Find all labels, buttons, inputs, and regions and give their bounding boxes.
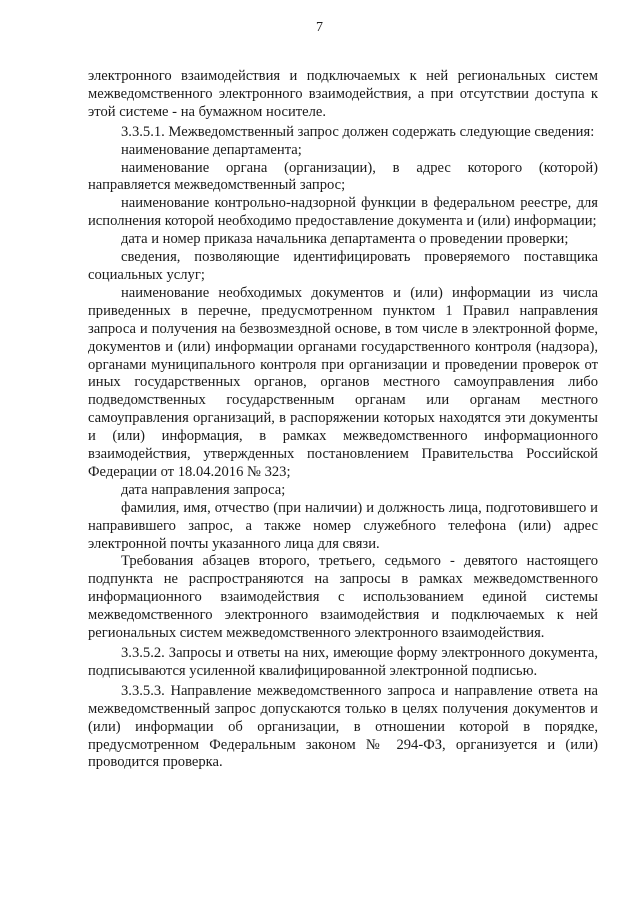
list-item-control-function: наименование контрольно-надзорной функции в федеральном реестре, для исполнения которой необходимо предоставление документа и (или) информации; (88, 195, 598, 230)
list-item-order-date: дата и номер приказа начальника департамента о проведении проверки; (121, 231, 569, 248)
list-item-provider-info: сведения, позволяющие идентифицировать проверяемого поставщика социальных услуг; (88, 249, 598, 283)
paragraph-requirements: Требования абзацев второго, третьего, седьмого - девятого настоящего подпункта не распространяются на запросы в рамках межведомственного информационного взаимодействия с использованием единой системы межведомственного электронного взаимодействия и подключаемых к ней региональных систем межведомственного электронного взаимодействия. (88, 553, 598, 642)
list-item-organ-name: наименование органа (организации), в адрес которого (которой) направляется межведомственный запрос; (88, 159, 598, 194)
list-item-documents: наименование необходимых документов и (или) информации из числа приведенных в перечне, предусмотренном пунктом 1 Правил направления запроса и получения на безвозмездной основе, в том числе в электронной форме, документов и (или) информации органами государственного контроля (надзора), органами муниципального контроля при организации и проведении проверок от иных государственных органов, органов местного самоуправления либо подведомственных государственным органам или органам местного самоуправления организаций, в распоряжении которых находятся эти документы и (или) информация, в рамках межведомственного информационного взаимодействия, утвержденных постановлением Правительства Российской Федерации от 18.04.2016 № 323; (88, 284, 598, 480)
page-number: 7 (316, 20, 323, 35)
paragraph-3-3-5-2: 3.3.5.2. Запросы и ответы на них, имеющие форму электронного документа, подписываются усиленной квалифицированной электронной подписью. (88, 645, 598, 679)
paragraph-3-3-5-3: 3.3.5.3. Направление межведомственного запроса и направление ответа на межведомственный запрос допускаются только в целях получения документов и (или) информации об организации, в отношении которой в порядке, предусмотренном Федеральным законом № 294-ФЗ, организуется и (или) проводится проверка. (88, 682, 598, 771)
paragraph-3-3-5-1: 3.3.5.1. Межведомственный запрос должен содержать следующие сведения: (121, 123, 595, 140)
paragraph-continuation: электронного взаимодействия и подключаемых к ней региональных систем межведомственного электронного взаимодействия, а при отсутствии доступа к этой системе - на бумажном носителе. (88, 68, 598, 120)
list-item-department-name: наименование департамента; (121, 141, 302, 158)
list-item-request-date: дата направления запроса; (121, 481, 286, 498)
list-item-responsible-person: фамилия, имя, отчество (при наличии) и должность лица, подготовившего и направившего запрос, а также номер служебного телефона (или) адрес электронной почты указанного лица для связи. (88, 499, 598, 552)
document-body (88, 68, 598, 772)
